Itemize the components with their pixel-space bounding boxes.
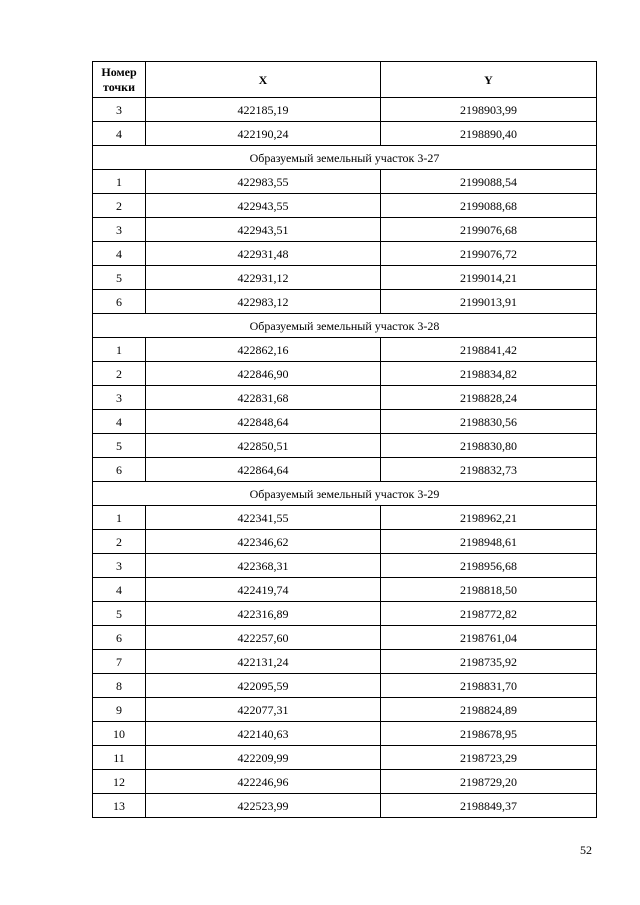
header-row <box>93 62 597 98</box>
table-row <box>93 170 597 194</box>
x-coordinate-cell: 422831,68 <box>146 386 381 410</box>
table-row <box>93 506 597 530</box>
y-coordinate-cell: 2198948,61 <box>381 530 597 554</box>
table-row <box>93 722 597 746</box>
table-row <box>93 698 597 722</box>
table-row <box>93 266 597 290</box>
table-row <box>93 674 597 698</box>
point-number-cell: 1 <box>93 170 146 194</box>
point-number-cell: 3 <box>93 218 146 242</box>
y-coordinate-cell: 2199014,21 <box>381 266 597 290</box>
point-number-cell: 12 <box>93 770 146 794</box>
x-coordinate-cell: 422419,74 <box>146 578 381 602</box>
x-coordinate-cell: 422209,99 <box>146 746 381 770</box>
y-coordinate-cell: 2198824,89 <box>381 698 597 722</box>
x-coordinate-cell: 422316,89 <box>146 602 381 626</box>
table-row <box>93 434 597 458</box>
point-number-cell: 7 <box>93 650 146 674</box>
x-coordinate-cell: 422864,64 <box>146 458 381 482</box>
table-row <box>93 650 597 674</box>
table-row <box>93 746 597 770</box>
y-coordinate-cell: 2198828,24 <box>381 386 597 410</box>
y-coordinate-cell: 2198962,21 <box>381 506 597 530</box>
point-number-cell: 8 <box>93 674 146 698</box>
point-number-cell: 4 <box>93 410 146 434</box>
x-coordinate-cell: 422095,59 <box>146 674 381 698</box>
point-number-cell: 13 <box>93 794 146 818</box>
point-number-cell: 4 <box>93 122 146 146</box>
y-coordinate-cell: 2198834,82 <box>381 362 597 386</box>
x-coordinate-cell: 422983,12 <box>146 290 381 314</box>
point-number-cell: 6 <box>93 290 146 314</box>
x-coordinate-cell: 422931,12 <box>146 266 381 290</box>
y-coordinate-cell: 2199076,68 <box>381 218 597 242</box>
x-coordinate-cell: 422846,90 <box>146 362 381 386</box>
x-coordinate-cell: 422943,55 <box>146 194 381 218</box>
point-number-cell: 1 <box>93 338 146 362</box>
point-number-cell: 10 <box>93 722 146 746</box>
table-row <box>93 602 597 626</box>
table-row <box>93 530 597 554</box>
section-title: Образуемый земельный участок 3-28 <box>93 314 597 338</box>
document-page <box>92 61 596 818</box>
table-row <box>93 386 597 410</box>
table-row <box>93 218 597 242</box>
y-coordinate-cell: 2198729,20 <box>381 770 597 794</box>
x-coordinate-cell: 422257,60 <box>146 626 381 650</box>
point-number-cell: 3 <box>93 554 146 578</box>
table-body <box>93 98 597 818</box>
y-coordinate-cell: 2198723,29 <box>381 746 597 770</box>
y-coordinate-cell: 2199088,68 <box>381 194 597 218</box>
table-row <box>93 194 597 218</box>
table-row <box>93 578 597 602</box>
table-row <box>93 242 597 266</box>
x-coordinate-cell: 422523,99 <box>146 794 381 818</box>
point-number-cell: 2 <box>93 194 146 218</box>
table-row <box>93 626 597 650</box>
table-row <box>93 122 597 146</box>
x-coordinate-cell: 422862,16 <box>146 338 381 362</box>
section-header-row <box>93 482 597 506</box>
x-coordinate-cell: 422246,96 <box>146 770 381 794</box>
x-coordinate-cell: 422190,24 <box>146 122 381 146</box>
point-number-cell: 5 <box>93 266 146 290</box>
table-row <box>93 338 597 362</box>
y-coordinate-cell: 2198830,56 <box>381 410 597 434</box>
x-coordinate-cell: 422131,24 <box>146 650 381 674</box>
x-coordinate-cell: 422140,63 <box>146 722 381 746</box>
point-number-cell: 5 <box>93 434 146 458</box>
y-coordinate-cell: 2198832,73 <box>381 458 597 482</box>
y-coordinate-cell: 2198841,42 <box>381 338 597 362</box>
point-number-cell: 9 <box>93 698 146 722</box>
y-coordinate-cell: 2199076,72 <box>381 242 597 266</box>
table-row <box>93 554 597 578</box>
table-row <box>93 770 597 794</box>
header-x: X <box>146 62 381 98</box>
header-point-number: Номер точки <box>93 62 146 98</box>
section-header-row <box>93 314 597 338</box>
y-coordinate-cell: 2198849,37 <box>381 794 597 818</box>
y-coordinate-cell: 2199088,54 <box>381 170 597 194</box>
point-number-cell: 4 <box>93 578 146 602</box>
point-number-cell: 2 <box>93 530 146 554</box>
x-coordinate-cell: 422368,31 <box>146 554 381 578</box>
y-coordinate-cell: 2198772,82 <box>381 602 597 626</box>
x-coordinate-cell: 422185,19 <box>146 98 381 122</box>
x-coordinate-cell: 422848,64 <box>146 410 381 434</box>
point-number-cell: 3 <box>93 98 146 122</box>
table-row <box>93 362 597 386</box>
x-coordinate-cell: 422077,31 <box>146 698 381 722</box>
point-number-cell: 2 <box>93 362 146 386</box>
table-row <box>93 458 597 482</box>
x-coordinate-cell: 422931,48 <box>146 242 381 266</box>
y-coordinate-cell: 2199013,91 <box>381 290 597 314</box>
point-number-cell: 3 <box>93 386 146 410</box>
table-row <box>93 794 597 818</box>
y-coordinate-cell: 2198830,80 <box>381 434 597 458</box>
x-coordinate-cell: 422850,51 <box>146 434 381 458</box>
point-number-cell: 4 <box>93 242 146 266</box>
x-coordinate-cell: 422341,55 <box>146 506 381 530</box>
y-coordinate-cell: 2198761,04 <box>381 626 597 650</box>
section-title: Образуемый земельный участок 3-27 <box>93 146 597 170</box>
y-coordinate-cell: 2198735,92 <box>381 650 597 674</box>
x-coordinate-cell: 422943,51 <box>146 218 381 242</box>
x-coordinate-cell: 422983,55 <box>146 170 381 194</box>
header-y: Y <box>381 62 597 98</box>
point-number-cell: 11 <box>93 746 146 770</box>
y-coordinate-cell: 2198890,40 <box>381 122 597 146</box>
table-row <box>93 290 597 314</box>
y-coordinate-cell: 2198956,68 <box>381 554 597 578</box>
section-title: Образуемый земельный участок 3-29 <box>93 482 597 506</box>
point-number-cell: 6 <box>93 458 146 482</box>
table-header <box>93 62 597 98</box>
y-coordinate-cell: 2198903,99 <box>381 98 597 122</box>
x-coordinate-cell: 422346,62 <box>146 530 381 554</box>
y-coordinate-cell: 2198831,70 <box>381 674 597 698</box>
y-coordinate-cell: 2198818,50 <box>381 578 597 602</box>
table-row <box>93 98 597 122</box>
point-number-cell: 5 <box>93 602 146 626</box>
point-number-cell: 1 <box>93 506 146 530</box>
y-coordinate-cell: 2198678,95 <box>381 722 597 746</box>
page-number: 52 <box>580 843 592 857</box>
section-header-row <box>93 146 597 170</box>
point-number-cell: 6 <box>93 626 146 650</box>
coordinates-table <box>92 61 597 818</box>
table-row <box>93 410 597 434</box>
